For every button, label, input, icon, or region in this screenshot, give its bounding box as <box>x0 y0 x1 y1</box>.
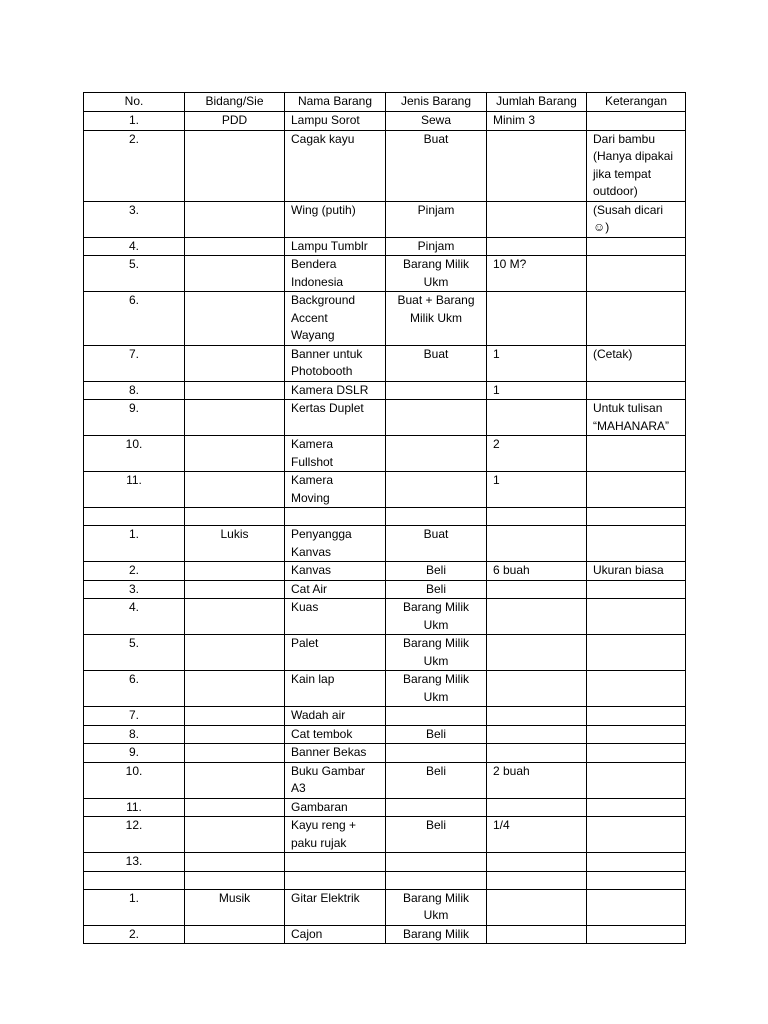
cell-jumlah-barang <box>487 744 587 763</box>
cell-jenis-barang: Sewa <box>386 112 487 131</box>
cell-keterangan: Untuk tulisan “MAHANARA” <box>587 400 686 436</box>
cell-no: 3. <box>84 201 185 237</box>
cell-no: 5. <box>84 635 185 671</box>
cell-bidang <box>185 853 285 872</box>
cell-keterangan <box>587 707 686 726</box>
cell-no: 9. <box>84 744 185 763</box>
cell-jenis-barang: Beli <box>386 725 487 744</box>
cell-bidang <box>185 635 285 671</box>
cell-bidang <box>185 562 285 581</box>
cell-jenis-barang <box>386 707 487 726</box>
cell-jenis-barang: Buat + Barang Milik Ukm <box>386 292 487 346</box>
table-row <box>84 381 686 400</box>
table-row <box>84 112 686 131</box>
cell-no: 7. <box>84 345 185 381</box>
table-row <box>84 580 686 599</box>
cell-no: 10. <box>84 436 185 472</box>
cell-jumlah-barang <box>487 237 587 256</box>
cell-jenis-barang <box>386 871 487 889</box>
cell-keterangan <box>587 599 686 635</box>
cell-jenis-barang: Beli <box>386 580 487 599</box>
cell-no <box>84 871 185 889</box>
cell-bidang: Musik <box>185 889 285 925</box>
cell-nama-barang: Cagak kayu <box>285 130 386 201</box>
cell-jumlah-barang: Minim 3 <box>487 112 587 131</box>
cell-jumlah-barang <box>487 871 587 889</box>
cell-jenis-barang <box>386 436 487 472</box>
cell-no: 2. <box>84 130 185 201</box>
table-row <box>84 744 686 763</box>
table-row <box>84 130 686 201</box>
cell-bidang <box>185 671 285 707</box>
table-body <box>84 112 686 944</box>
table-row <box>84 526 686 562</box>
cell-jenis-barang <box>386 798 487 817</box>
cell-keterangan <box>587 508 686 526</box>
cell-nama-barang: Kuas <box>285 599 386 635</box>
cell-nama-barang: Lampu Sorot <box>285 112 386 131</box>
cell-no: 3. <box>84 580 185 599</box>
table-row <box>84 237 686 256</box>
cell-keterangan <box>587 112 686 131</box>
cell-keterangan <box>587 580 686 599</box>
cell-jenis-barang: Barang Milik <box>386 925 487 944</box>
cell-jumlah-barang: 2 buah <box>487 762 587 798</box>
cell-bidang <box>185 201 285 237</box>
header-jenis-barang: Jenis Barang <box>386 93 487 112</box>
cell-jumlah-barang <box>487 599 587 635</box>
cell-jumlah-barang <box>487 130 587 201</box>
cell-no: 6. <box>84 292 185 346</box>
cell-bidang <box>185 256 285 292</box>
cell-bidang <box>185 599 285 635</box>
cell-jenis-barang: Buat <box>386 526 487 562</box>
cell-nama-barang: Gambaran <box>285 798 386 817</box>
cell-jumlah-barang <box>487 707 587 726</box>
cell-bidang <box>185 381 285 400</box>
cell-nama-barang: Wing (putih) <box>285 201 386 237</box>
cell-nama-barang: Lampu Tumblr <box>285 237 386 256</box>
table-row <box>84 256 686 292</box>
cell-bidang <box>185 707 285 726</box>
cell-nama-barang <box>285 871 386 889</box>
cell-jenis-barang <box>386 853 487 872</box>
cell-nama-barang: Penyangga Kanvas <box>285 526 386 562</box>
cell-bidang: PDD <box>185 112 285 131</box>
cell-nama-barang: Kamera DSLR <box>285 381 386 400</box>
cell-bidang <box>185 744 285 763</box>
cell-nama-barang: Banner Bekas <box>285 744 386 763</box>
cell-jenis-barang: Beli <box>386 762 487 798</box>
spacer-row <box>84 508 686 526</box>
cell-jenis-barang <box>386 472 487 508</box>
cell-keterangan <box>587 381 686 400</box>
cell-jenis-barang <box>386 508 487 526</box>
table-row <box>84 400 686 436</box>
cell-jenis-barang: Barang Milik Ukm <box>386 635 487 671</box>
cell-bidang <box>185 400 285 436</box>
cell-jenis-barang: Pinjam <box>386 201 487 237</box>
cell-keterangan <box>587 635 686 671</box>
cell-nama-barang: Cat tembok <box>285 725 386 744</box>
cell-jenis-barang: Buat <box>386 130 487 201</box>
cell-no: 12. <box>84 817 185 853</box>
cell-jumlah-barang <box>487 925 587 944</box>
cell-nama-barang: Kamera Moving <box>285 472 386 508</box>
cell-nama-barang: Kanvas <box>285 562 386 581</box>
cell-jumlah-barang: 6 buah <box>487 562 587 581</box>
cell-bidang <box>185 130 285 201</box>
cell-no: 8. <box>84 381 185 400</box>
cell-no: 7. <box>84 707 185 726</box>
cell-bidang: Lukis <box>185 526 285 562</box>
cell-no: 4. <box>84 237 185 256</box>
cell-bidang <box>185 580 285 599</box>
cell-jenis-barang: Barang Milik Ukm <box>386 599 487 635</box>
cell-no: 9. <box>84 400 185 436</box>
cell-nama-barang: Buku Gambar A3 <box>285 762 386 798</box>
cell-jumlah-barang <box>487 292 587 346</box>
cell-jumlah-barang: 1 <box>487 472 587 508</box>
cell-nama-barang: Kain lap <box>285 671 386 707</box>
cell-no: 8. <box>84 725 185 744</box>
cell-keterangan: (Susah dicari ☺) <box>587 201 686 237</box>
cell-bidang <box>185 725 285 744</box>
cell-jenis-barang: Pinjam <box>386 237 487 256</box>
table-row <box>84 853 686 872</box>
cell-keterangan <box>587 853 686 872</box>
cell-jenis-barang: Beli <box>386 817 487 853</box>
table-row <box>84 599 686 635</box>
header-bidang: Bidang/Sie <box>185 93 285 112</box>
cell-nama-barang <box>285 508 386 526</box>
cell-bidang <box>185 345 285 381</box>
cell-keterangan <box>587 889 686 925</box>
cell-bidang <box>185 472 285 508</box>
header-jumlah-barang: Jumlah Barang <box>487 93 587 112</box>
cell-keterangan <box>587 925 686 944</box>
cell-jenis-barang: Barang Milik Ukm <box>386 671 487 707</box>
cell-no: 1. <box>84 112 185 131</box>
cell-keterangan <box>587 237 686 256</box>
table-row <box>84 925 686 944</box>
cell-jumlah-barang: 1 <box>487 345 587 381</box>
table-row <box>84 201 686 237</box>
cell-jenis-barang <box>386 744 487 763</box>
table-row <box>84 292 686 346</box>
table-row <box>84 798 686 817</box>
cell-nama-barang: Palet <box>285 635 386 671</box>
cell-nama-barang: Banner untuk Photobooth <box>285 345 386 381</box>
header-nama-barang: Nama Barang <box>285 93 386 112</box>
cell-jumlah-barang <box>487 671 587 707</box>
cell-nama-barang: Kamera Fullshot <box>285 436 386 472</box>
cell-jumlah-barang <box>487 508 587 526</box>
cell-jumlah-barang <box>487 400 587 436</box>
cell-keterangan <box>587 725 686 744</box>
table-row <box>84 725 686 744</box>
cell-bidang <box>185 925 285 944</box>
cell-bidang <box>185 762 285 798</box>
header-no: No. <box>84 93 185 112</box>
table-row <box>84 472 686 508</box>
cell-bidang <box>185 292 285 346</box>
header-keterangan: Keterangan <box>587 93 686 112</box>
cell-keterangan <box>587 671 686 707</box>
cell-jenis-barang: Barang Milik Ukm <box>386 889 487 925</box>
cell-no: 5. <box>84 256 185 292</box>
cell-bidang <box>185 237 285 256</box>
table-row <box>84 889 686 925</box>
cell-jumlah-barang: 1 <box>487 381 587 400</box>
cell-no: 11. <box>84 472 185 508</box>
cell-nama-barang: Cat Air <box>285 580 386 599</box>
cell-jenis-barang: Beli <box>386 562 487 581</box>
cell-no: 2. <box>84 562 185 581</box>
table-row <box>84 436 686 472</box>
cell-no: 13. <box>84 853 185 872</box>
header-row <box>84 93 686 112</box>
cell-jumlah-barang <box>487 526 587 562</box>
table-row <box>84 562 686 581</box>
cell-keterangan: (Cetak) <box>587 345 686 381</box>
table-row <box>84 345 686 381</box>
cell-jumlah-barang: 1/4 <box>487 817 587 853</box>
cell-no: 1. <box>84 889 185 925</box>
cell-jenis-barang: Buat <box>386 345 487 381</box>
table-row <box>84 671 686 707</box>
cell-jumlah-barang <box>487 798 587 817</box>
cell-nama-barang: Wadah air <box>285 707 386 726</box>
cell-bidang <box>185 436 285 472</box>
spacer-row <box>84 871 686 889</box>
cell-keterangan <box>587 472 686 508</box>
cell-jumlah-barang: 10 M? <box>487 256 587 292</box>
cell-nama-barang: Background Accent Wayang <box>285 292 386 346</box>
cell-keterangan <box>587 744 686 763</box>
inventory-table <box>83 92 686 944</box>
cell-keterangan <box>587 762 686 798</box>
cell-jumlah-barang <box>487 635 587 671</box>
cell-nama-barang: Kayu reng + paku rujak <box>285 817 386 853</box>
cell-jenis-barang <box>386 400 487 436</box>
cell-jumlah-barang <box>487 725 587 744</box>
cell-no: 6. <box>84 671 185 707</box>
table-row <box>84 707 686 726</box>
cell-no: 11. <box>84 798 185 817</box>
cell-no: 10. <box>84 762 185 798</box>
cell-jumlah-barang <box>487 853 587 872</box>
cell-keterangan: Ukuran biasa <box>587 562 686 581</box>
cell-nama-barang <box>285 853 386 872</box>
cell-bidang <box>185 798 285 817</box>
cell-nama-barang: Bendera Indonesia <box>285 256 386 292</box>
cell-keterangan <box>587 292 686 346</box>
table-row <box>84 762 686 798</box>
cell-keterangan: Dari bambu (Hanya dipakai jika tempat outdoor) <box>587 130 686 201</box>
cell-jenis-barang: Barang Milik Ukm <box>386 256 487 292</box>
cell-jumlah-barang: 2 <box>487 436 587 472</box>
cell-nama-barang: Kertas Duplet <box>285 400 386 436</box>
cell-bidang <box>185 871 285 889</box>
table-row <box>84 817 686 853</box>
cell-keterangan <box>587 526 686 562</box>
cell-jumlah-barang <box>487 889 587 925</box>
cell-no <box>84 508 185 526</box>
cell-no: 4. <box>84 599 185 635</box>
cell-bidang <box>185 508 285 526</box>
cell-keterangan <box>587 871 686 889</box>
cell-nama-barang: Gitar Elektrik <box>285 889 386 925</box>
table-row <box>84 635 686 671</box>
cell-keterangan <box>587 817 686 853</box>
cell-jumlah-barang <box>487 580 587 599</box>
cell-keterangan <box>587 436 686 472</box>
cell-keterangan <box>587 798 686 817</box>
cell-no: 1. <box>84 526 185 562</box>
cell-jumlah-barang <box>487 201 587 237</box>
cell-nama-barang: Cajon <box>285 925 386 944</box>
cell-jenis-barang <box>386 381 487 400</box>
cell-keterangan <box>587 256 686 292</box>
cell-no: 2. <box>84 925 185 944</box>
cell-bidang <box>185 817 285 853</box>
